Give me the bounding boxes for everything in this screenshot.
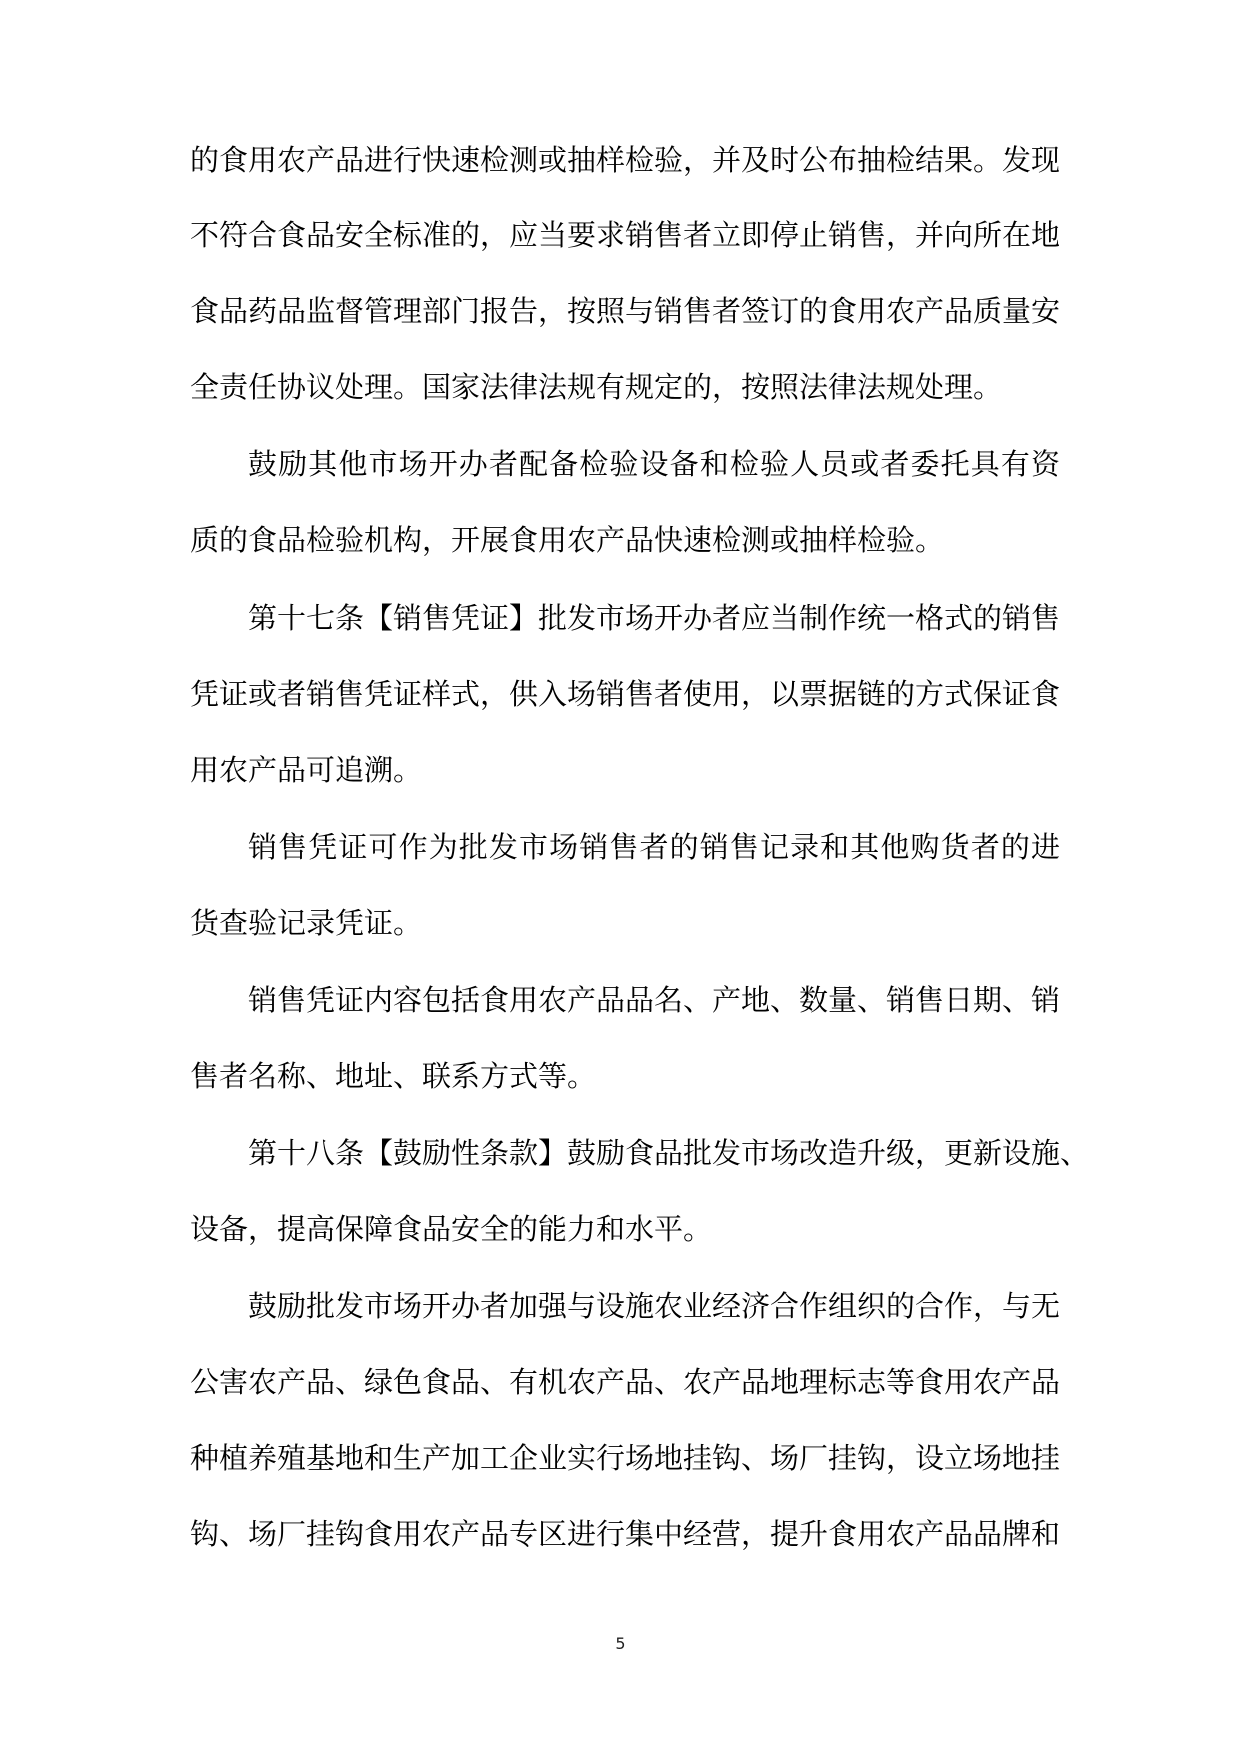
- page-number: 5: [615, 1634, 626, 1653]
- document-body: [190, 135, 1090, 1559]
- text-line: 销售凭证内容包括食用农产品品名、产地、数量、销售日期、销: [248, 983, 1061, 1017]
- text-line: 售者名称、地址、联系方式等。: [190, 1059, 597, 1093]
- text-line: 种植养殖基地和生产加工企业实行场地挂钩、场厂挂钩，设立场地挂: [190, 1441, 1061, 1475]
- text-line: 鼓励其他市场开办者配备检验设备和检验人员或者委托具有资: [248, 447, 1060, 481]
- text-line: 公害农产品、绿色食品、有机农产品、农产品地理标志等食用农产品: [190, 1365, 1061, 1399]
- text-line: 食品药品监督管理部门报告，按照与销售者签订的食用农产品质量安: [190, 294, 1061, 328]
- text-line: 钩、场厂挂钩食用农产品专区进行集中经营，提升食用农产品品牌和: [190, 1517, 1061, 1551]
- text-line: 设备，提高保障食品安全的能力和水平。: [190, 1212, 713, 1246]
- text-line: 的食用农产品进行快速检测或抽样检验，并及时公布抽检结果。发现: [190, 143, 1061, 177]
- text-line: 销售凭证可作为批发市场销售者的销售记录和其他购货者的进: [248, 830, 1060, 864]
- text-line: 第十八条【鼓励性条款】鼓励食品批发市场改造升级，更新设施、: [248, 1136, 1090, 1170]
- text-line: 货查验记录凭证。: [190, 906, 423, 940]
- text-line: 质的食品检验机构，开展食用农产品快速检测或抽样检验。: [190, 523, 945, 557]
- text-line: 用农产品可追溯。: [190, 753, 423, 787]
- text-line: 第十七条【销售凭证】批发市场开办者应当制作统一格式的销售: [248, 601, 1061, 635]
- text-line: 全责任协议处理。国家法律法规有规定的，按照法律法规处理。: [190, 370, 1003, 404]
- text-line: 凭证或者销售凭证样式，供入场销售者使用，以票据链的方式保证食: [190, 677, 1061, 711]
- text-line: 鼓励批发市场开办者加强与设施农业经济合作组织的合作，与无: [248, 1289, 1061, 1323]
- text-line: 不符合食品安全标准的，应当要求销售者立即停止销售，并向所在地: [190, 218, 1061, 252]
